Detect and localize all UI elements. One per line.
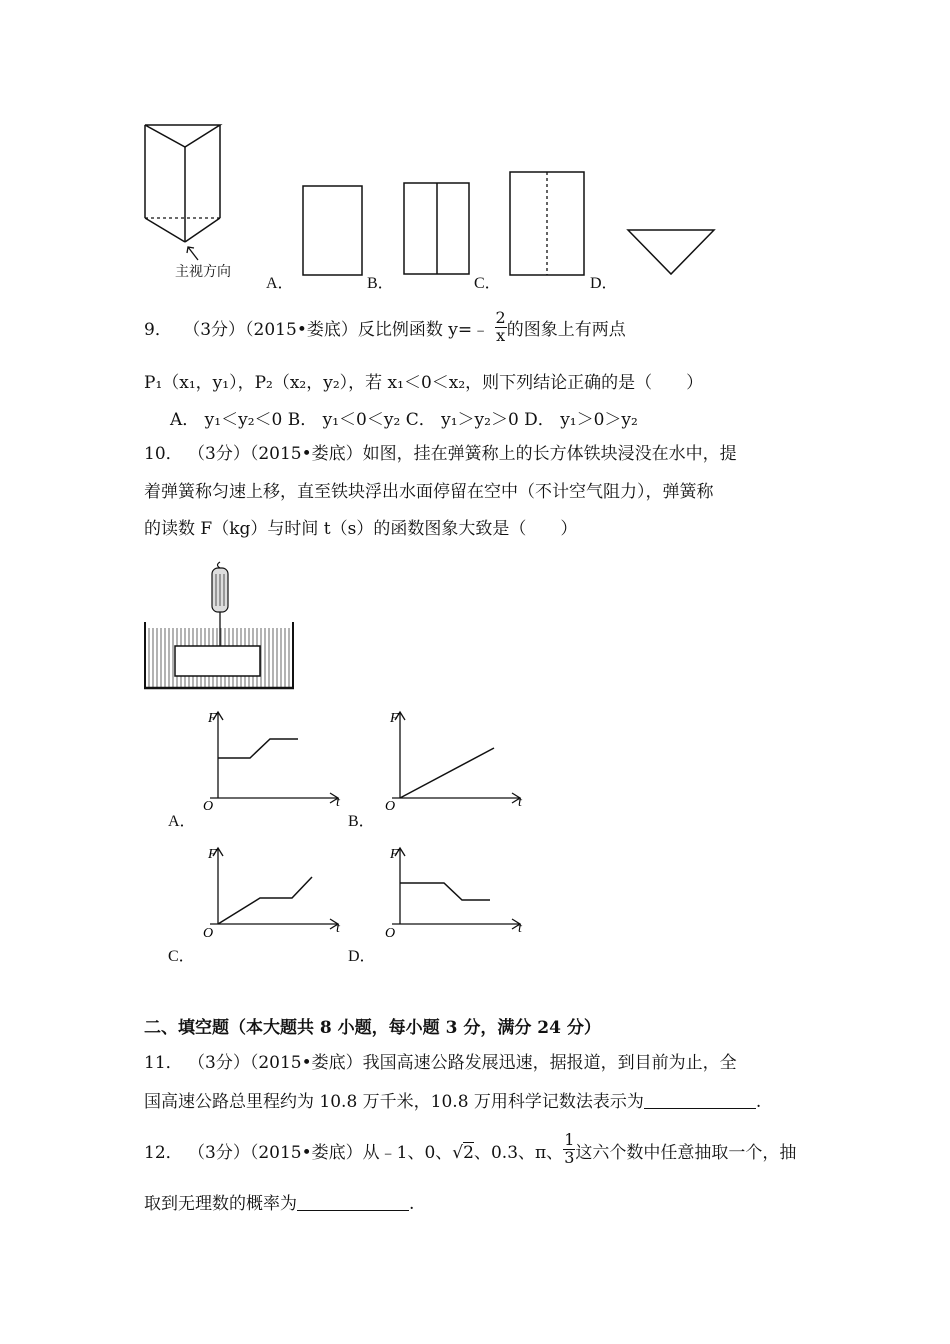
q10-graph-a: [198, 706, 348, 816]
graph-c-f-label: F: [208, 847, 217, 862]
graph-d-origin: O: [385, 926, 396, 941]
q9-frac-den: x: [496, 325, 506, 345]
graph-c-t-label: t: [336, 921, 340, 936]
q10-line2: 着弹簧称匀速上移，直至铁块浮出水面停留在空中（不计空气阻力），弹簧称: [144, 482, 714, 502]
q12-answer-blank[interactable]: [297, 1195, 409, 1211]
q9-line2: P₁（x₁，y₁），P₂（x₂，y₂），若 x₁＜0＜x₂，则下列结论正确的是（ ）: [144, 373, 704, 393]
q10-option-c-label: C．: [168, 948, 195, 965]
q10-line1-text: 如图，挂在弹簧称上的长方体铁块浸没在水中，提: [362, 444, 737, 464]
q10-option-d-label: D．: [348, 948, 376, 965]
q10-graph-c: [198, 842, 348, 952]
q11-line2: [144, 1093, 761, 1111]
q9-stem-b: 的图象上有两点: [506, 319, 626, 340]
q12-score: （3分）（2015•娄底）: [188, 1142, 363, 1163]
q10-line1: [144, 446, 737, 463]
graph-c-origin: O: [203, 926, 214, 941]
graph-b-f-label: F: [390, 711, 399, 726]
q8-option-b-view: [403, 182, 471, 276]
q9-stem: [144, 308, 626, 345]
q11-number: 11．: [144, 1053, 183, 1073]
q12-number: 12．: [144, 1142, 183, 1163]
q11-score: （3分）（2015•娄底）: [188, 1053, 363, 1073]
q8-option-d-label: D．: [590, 275, 618, 292]
q8-option-c-view: [509, 171, 586, 277]
q12-end: .: [409, 1194, 415, 1214]
q9-fraction: [495, 310, 507, 345]
q11-line1-text: 我国高速公路发展迅速，据报道，到目前为止，全: [362, 1053, 737, 1073]
q12-frac-den: 3: [564, 1147, 575, 1167]
spring-tank-figure: [140, 560, 300, 695]
q10-option-b-label: B．: [348, 813, 375, 830]
q12-line1: [144, 1130, 797, 1167]
graph-a-t-label: t: [336, 795, 340, 810]
q10-line3: 的读数 F（kg）与时间 t（s）的函数图象大致是（ ）: [144, 519, 578, 539]
graph-a-f-label: F: [208, 711, 217, 726]
q9-frac-num: 2: [495, 308, 506, 327]
q11-answer-blank[interactable]: [644, 1093, 756, 1109]
q8-option-d-view: [626, 228, 718, 278]
graph-a-origin: O: [203, 799, 214, 814]
q12-stem-b: 、0.3、π、: [473, 1142, 564, 1163]
sqrt-radical-icon: √: [452, 1142, 464, 1163]
q11-line1: [144, 1055, 737, 1072]
q8-option-b-label: B．: [367, 275, 394, 292]
graph-d-t-label: t: [518, 921, 522, 936]
q12-fraction: [563, 1132, 575, 1167]
q11-line2-text: 国高速公路总里程约为 10.8 万千米，10.8 万用科学记数法表示为: [144, 1092, 644, 1112]
q12-line2-text: 取到无理数的概率为: [144, 1194, 297, 1214]
q8-option-a-view: [302, 185, 364, 277]
q10-option-a-label: A．: [168, 813, 196, 830]
q10-graph-d: [380, 842, 530, 952]
graph-b-t-label: t: [518, 795, 522, 810]
q10-graph-b: [380, 706, 530, 816]
q8-option-c-label: C．: [474, 275, 501, 292]
q9-number: 9．: [144, 319, 172, 340]
view-direction-label: 主视方向: [175, 264, 231, 280]
q12-stem-c: 这六个数中任意抽取一个，抽: [575, 1142, 797, 1163]
graph-b-origin: O: [385, 799, 396, 814]
q9-stem-a: 反比例函数 y=﹣: [357, 319, 490, 340]
q12-frac-num: 1: [564, 1130, 575, 1149]
section2-title: 二、填空题（本大题共 8 小题，每小题 3 分，满分 24 分）: [144, 1018, 601, 1038]
q8-option-a-label: A．: [266, 275, 294, 292]
q9-choices: A． y₁＜y₂＜0 B． y₁＜0＜y₂ C． y₁＞y₂＞0 D． y₁＞0＞y₂: [170, 410, 638, 430]
q12-line2: [144, 1195, 414, 1213]
q9-score: （3分）（2015•娄底）: [183, 319, 358, 340]
q12-sqrt: [452, 1142, 474, 1163]
q12-sqrt-value: 2: [463, 1142, 474, 1163]
graph-d-f-label: F: [390, 847, 399, 862]
q10-number: 10．: [144, 444, 183, 464]
q12-stem-a: 从﹣1、0、: [362, 1142, 453, 1163]
q11-end: .: [755, 1092, 762, 1112]
q10-score: （3分）（2015•娄底）: [188, 444, 363, 464]
